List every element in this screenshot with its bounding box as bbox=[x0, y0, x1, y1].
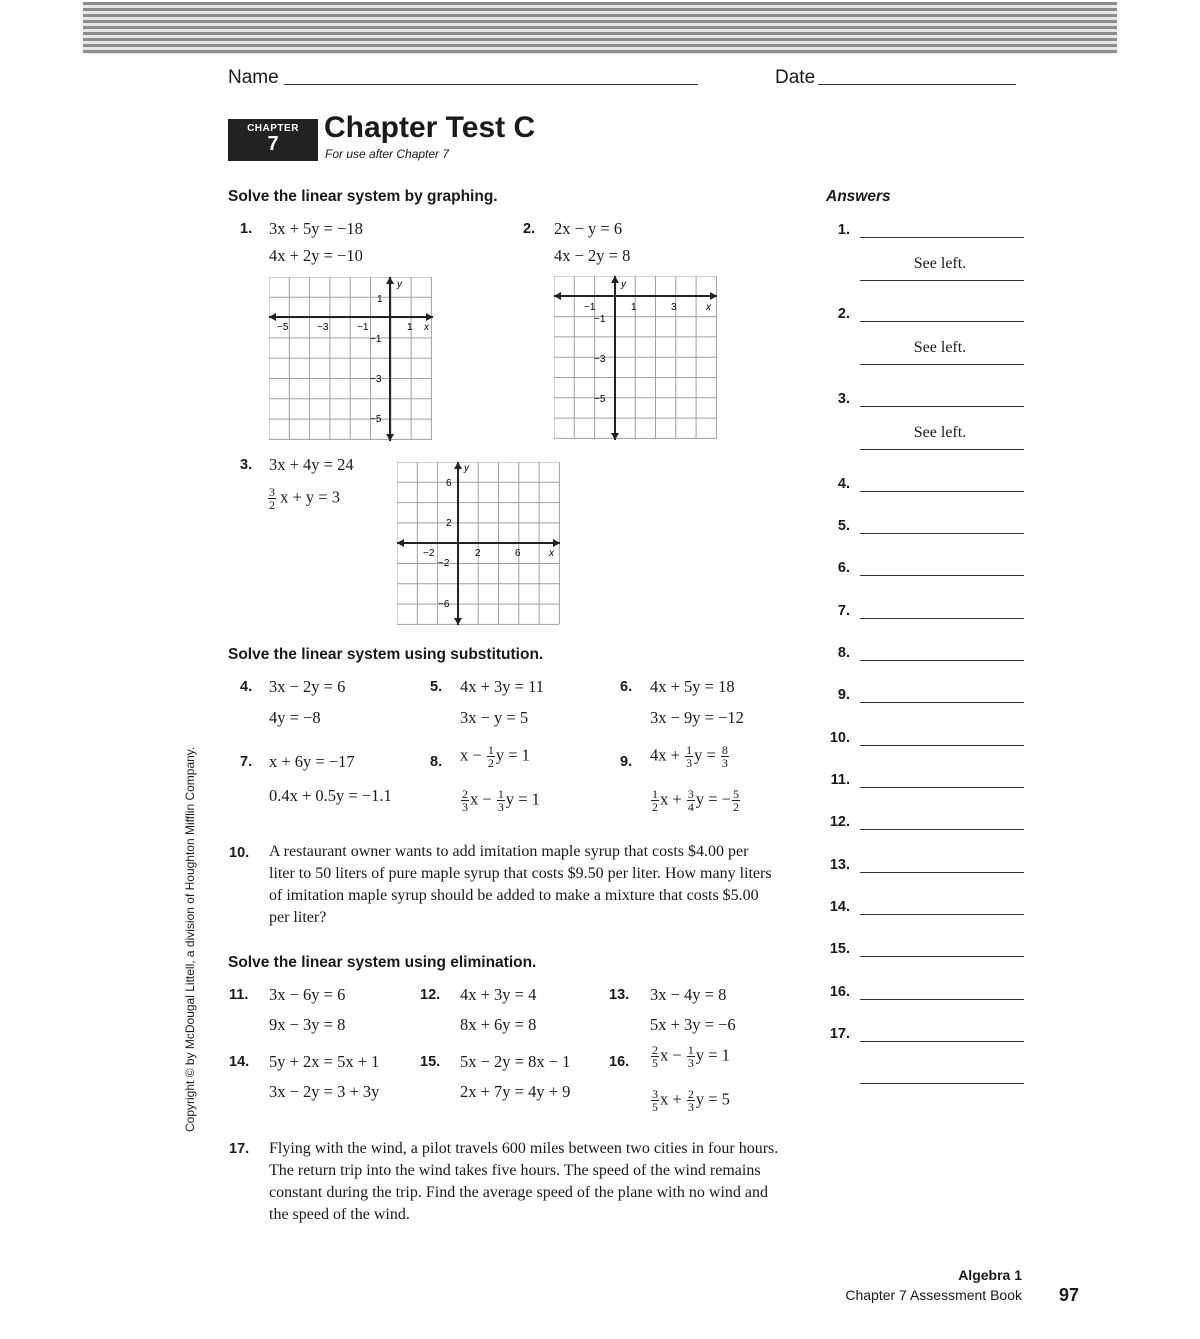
tick-label: 3 bbox=[671, 302, 677, 313]
see-left-note: See left. bbox=[913, 424, 967, 441]
x-axis-label: x bbox=[424, 322, 429, 333]
equation: 4x + 3y = 4 bbox=[460, 985, 537, 1004]
see-left-note: See left. bbox=[913, 339, 967, 356]
equation: 2x − y = 6 bbox=[554, 219, 623, 238]
fraction: $\frac{3}{2}$ bbox=[269, 485, 275, 512]
fraction: $\frac{1}{3}$ bbox=[687, 1043, 694, 1070]
answer-line[interactable] bbox=[860, 745, 1024, 746]
tick-label: −5 bbox=[370, 414, 382, 425]
answer-number: 14. bbox=[829, 899, 850, 915]
problem-number: 6. bbox=[620, 679, 633, 695]
answer-line[interactable] bbox=[860, 237, 1024, 238]
date-field[interactable] bbox=[818, 70, 1016, 85]
fraction: $\frac{2}{5}$ bbox=[652, 1043, 658, 1070]
tick-label: 6 bbox=[515, 548, 521, 559]
coordinate-grid-2[interactable] bbox=[554, 276, 717, 440]
problem-number: 1. bbox=[240, 221, 253, 237]
fraction: $\frac{1}{3}$ bbox=[497, 787, 504, 814]
equation: 4x + 2y = −10 bbox=[269, 246, 363, 265]
tick-label: −5 bbox=[277, 322, 289, 333]
chapter-badge bbox=[228, 119, 318, 161]
answer-number: 3. bbox=[837, 391, 850, 407]
equation: 3x − 2y = 3 + 3y bbox=[269, 1082, 380, 1101]
fraction: $\frac{3}{4}$ bbox=[687, 787, 694, 814]
equation: $\frac{2}{5}$ x − $\frac{1}{3}$ y = 1 bbox=[652, 1043, 730, 1070]
equation: $\frac{1}{2}$ x + $\frac{3}{4}$ y = − $\frac{5}{2}$ bbox=[652, 787, 739, 814]
tick-label: −6 bbox=[438, 599, 450, 610]
answer-number: 5. bbox=[837, 518, 850, 534]
equation: 3x − 4y = 8 bbox=[650, 985, 727, 1004]
answer-line[interactable] bbox=[860, 1083, 1024, 1084]
tick-label: 2 bbox=[475, 548, 481, 559]
answer-line[interactable] bbox=[860, 872, 1024, 873]
coordinate-grid-1[interactable] bbox=[269, 277, 433, 441]
answer-number: 16. bbox=[829, 984, 850, 1000]
grid-lines bbox=[554, 276, 716, 439]
answer-line[interactable] bbox=[860, 449, 1024, 450]
x-axis-label: x bbox=[706, 302, 711, 313]
tick-label: −3 bbox=[370, 374, 382, 385]
equation: 4x + $\frac{1}{3}$ y = $\frac{8}{3}$ bbox=[650, 743, 728, 770]
page-title: Chapter Test C bbox=[324, 111, 536, 144]
equation: 5y + 2x = 5x + 1 bbox=[269, 1052, 380, 1071]
answer-line[interactable] bbox=[860, 618, 1024, 619]
problem-number: 11. bbox=[229, 987, 249, 1003]
fraction: $\frac{5}{2}$ bbox=[732, 787, 739, 814]
tick-label: 1 bbox=[631, 302, 637, 313]
problem-number: 3. bbox=[240, 457, 253, 473]
y-axis-label: y bbox=[397, 279, 402, 290]
answers-heading: Answers bbox=[826, 188, 891, 205]
equation: 3x + 5y = −18 bbox=[269, 219, 363, 238]
answer-line[interactable] bbox=[860, 787, 1024, 788]
answer-number: 7. bbox=[837, 603, 850, 619]
equation: $\frac{3}{5}$ x + $\frac{2}{3}$ y = 5 bbox=[652, 1087, 730, 1114]
equation: 9x − 3y = 8 bbox=[269, 1015, 346, 1034]
tick-label: 1 bbox=[377, 294, 383, 305]
fraction: $\frac{8}{3}$ bbox=[721, 743, 728, 770]
tick-label: −1 bbox=[370, 334, 382, 345]
answer-line[interactable] bbox=[860, 914, 1024, 915]
answer-line[interactable] bbox=[860, 406, 1024, 407]
word-problem: Flying with the wind, a pilot travels 600 miles between two cities in four hours. The return trip into the wind takes five hours. The speed of the wind remains constant during the trip. Find the average speed of the plane with no wind and the speed of the wind. bbox=[269, 1140, 779, 1223]
equation: 8x + 6y = 8 bbox=[460, 1015, 537, 1034]
tick-label: 6 bbox=[446, 478, 452, 489]
equation: 4x + 3y = 11 bbox=[460, 677, 544, 696]
answer-number: 4. bbox=[837, 476, 850, 492]
problem-number: 10. bbox=[229, 845, 250, 861]
page-subtitle: For use after Chapter 7 bbox=[325, 147, 450, 161]
equation: 5x − 2y = 8x − 1 bbox=[460, 1052, 571, 1071]
y-axis-label: y bbox=[464, 463, 469, 474]
see-left-note: See left. bbox=[913, 255, 967, 272]
tick-label: −1 bbox=[594, 314, 606, 325]
tick-label: −2 bbox=[423, 548, 435, 559]
coordinate-grid-3[interactable] bbox=[397, 462, 560, 625]
answer-line[interactable] bbox=[860, 321, 1024, 322]
problem-number: 14. bbox=[229, 1054, 250, 1070]
answer-number: 17. bbox=[829, 1026, 850, 1042]
equation: 3x − 9y = −12 bbox=[650, 708, 744, 727]
answer-line[interactable] bbox=[860, 364, 1024, 365]
problem-number: 8. bbox=[430, 754, 443, 770]
tick-label: 2 bbox=[446, 518, 452, 529]
name-field[interactable] bbox=[284, 70, 698, 85]
answer-line[interactable] bbox=[860, 660, 1024, 661]
equation: 5x + 3y = −6 bbox=[650, 1015, 736, 1034]
tick-label: −2 bbox=[438, 558, 450, 569]
problem-number: 2. bbox=[523, 221, 536, 237]
answer-number: 9. bbox=[837, 687, 850, 703]
answer-line[interactable] bbox=[860, 956, 1024, 957]
axis-arrow bbox=[269, 277, 433, 441]
answer-number: 2. bbox=[837, 306, 850, 322]
fraction: $\frac{2}{3}$ bbox=[687, 1087, 694, 1114]
name-label: Name bbox=[228, 67, 279, 88]
answer-line[interactable] bbox=[860, 1041, 1024, 1042]
fraction: $\frac{1}{2}$ bbox=[487, 743, 494, 770]
equation: x − $\frac{1}{2}$ y = 1 bbox=[460, 743, 530, 770]
x-axis-label: x bbox=[549, 548, 554, 559]
answer-line[interactable] bbox=[860, 491, 1024, 492]
problem-number: 7. bbox=[240, 754, 253, 770]
equation: 4x + 5y = 18 bbox=[650, 677, 735, 696]
answer-number: 13. bbox=[829, 857, 850, 873]
tick-label: −5 bbox=[594, 394, 606, 405]
word-problem: A restaurant owner wants to add imitation maple syrup that costs $4.00 per liter to 50 liters of pure maple syrup that costs $9.50 per liter. How many liters of imitation maple syrup should be added to make a mixture that costs $5.00 per liter? bbox=[269, 843, 772, 926]
answer-line[interactable] bbox=[860, 533, 1024, 534]
answer-number: 8. bbox=[837, 645, 850, 661]
y-axis-label: y bbox=[621, 279, 626, 290]
fraction: $\frac{3}{5}$ bbox=[652, 1087, 658, 1114]
equation: 2x + 7y = 4y + 9 bbox=[460, 1082, 571, 1101]
answer-number: 12. bbox=[829, 814, 850, 830]
equation: 3x − y = 5 bbox=[460, 708, 529, 727]
equation: 0.4x + 0.5y = −1.1 bbox=[269, 786, 392, 805]
equation: 4x − 2y = 8 bbox=[554, 246, 631, 265]
fraction: $\frac{1}{2}$ bbox=[652, 787, 658, 814]
equation: $\frac{2}{3}$ x − $\frac{1}{3}$ y = 1 bbox=[462, 787, 540, 814]
equation: 3x − 6y = 6 bbox=[269, 985, 346, 1004]
answer-number: 15. bbox=[829, 941, 850, 957]
date-label: Date bbox=[775, 67, 816, 88]
tick-label: −3 bbox=[317, 322, 329, 333]
answer-line[interactable] bbox=[860, 575, 1024, 576]
equation: x + 6y = −17 bbox=[269, 752, 355, 771]
chapter-number: 7 bbox=[267, 133, 279, 155]
problem-number: 13. bbox=[609, 987, 630, 1003]
answer-line[interactable] bbox=[860, 280, 1024, 281]
tick-label: 1 bbox=[407, 322, 413, 333]
equation: 4y = −8 bbox=[269, 708, 321, 727]
answer-line[interactable] bbox=[860, 999, 1024, 1000]
tick-label: −1 bbox=[584, 302, 596, 313]
problem-number: 17. bbox=[229, 1141, 250, 1157]
tick-label: −3 bbox=[594, 354, 606, 365]
answer-number: 10. bbox=[829, 730, 850, 746]
answer-number: 6. bbox=[837, 560, 850, 576]
header-stripes bbox=[83, 2, 1117, 54]
section-heading-graphing: Solve the linear system by graphing. bbox=[228, 188, 498, 205]
problem-number: 4. bbox=[240, 679, 253, 695]
answer-number: 1. bbox=[837, 222, 850, 238]
equation: 3x − 2y = 6 bbox=[269, 677, 346, 696]
section-heading-substitution: Solve the linear system using substitution. bbox=[228, 646, 544, 663]
footer-book-title: Algebra 1 bbox=[958, 1267, 1022, 1283]
problem-number: 5. bbox=[430, 679, 443, 695]
problem-number: 9. bbox=[620, 754, 633, 770]
chapter-badge-label: CHAPTER bbox=[247, 123, 299, 134]
footer-book-subtitle: Chapter 7 Assessment Book bbox=[845, 1287, 1022, 1303]
grid-lines bbox=[269, 277, 432, 440]
problem-number: 15. bbox=[420, 1054, 441, 1070]
tick-label: −1 bbox=[357, 322, 369, 333]
answer-line[interactable] bbox=[860, 702, 1024, 703]
answer-number: 11. bbox=[830, 772, 850, 788]
problem-number: 16. bbox=[609, 1054, 630, 1070]
answer-line[interactable] bbox=[860, 829, 1024, 830]
fraction: $\frac{1}{3}$ bbox=[686, 743, 693, 770]
equation: 3x + 4y = 24 bbox=[269, 455, 354, 474]
section-heading-elimination: Solve the linear system using elimination. bbox=[228, 954, 537, 971]
fraction: $\frac{2}{3}$ bbox=[462, 787, 468, 814]
copyright-notice: Copyright © by McDougal Littell, a division of Houghton Mifflin Company. bbox=[183, 746, 197, 1132]
problem-number: 12. bbox=[420, 987, 441, 1003]
page-number: 97 bbox=[1058, 1285, 1079, 1305]
equation: $\frac{3}{2}$ x + y = 3 bbox=[269, 485, 340, 512]
